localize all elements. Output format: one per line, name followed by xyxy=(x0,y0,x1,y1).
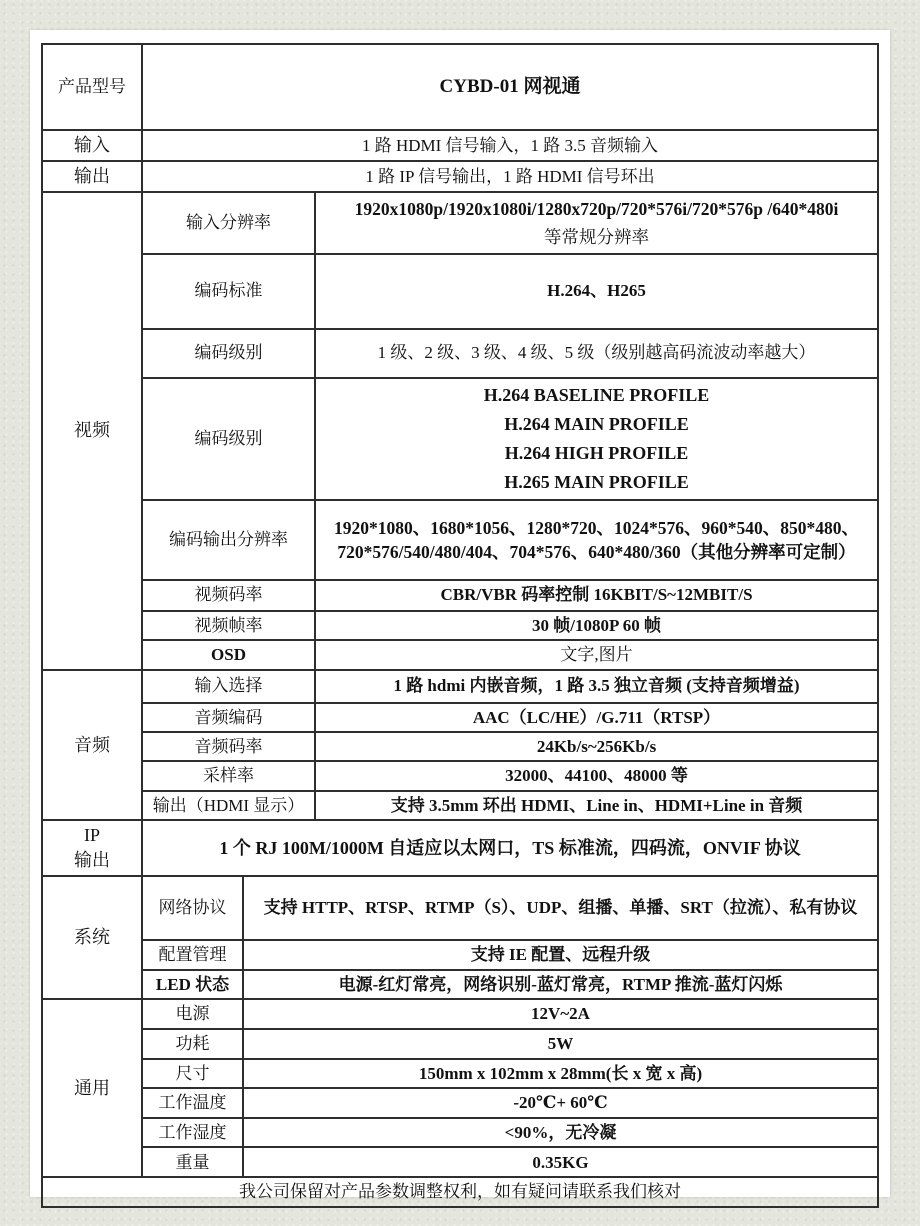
profile-line-4: H.265 MAIN PROFILE xyxy=(504,471,689,492)
input-value: 1 路 HDMI 信号输入，1 路 3.5 音频输入 xyxy=(142,130,878,161)
led-status-label: LED 状态 xyxy=(142,970,243,999)
audio-codec-row xyxy=(42,703,878,732)
weight-label: 重量 xyxy=(142,1147,243,1177)
audio-input-select-row xyxy=(42,670,878,703)
spec-table xyxy=(41,43,879,1208)
audio-bitrate-label: 音频码率 xyxy=(142,732,315,761)
audio-bitrate-value: 24Kb/s~256Kb/s xyxy=(315,732,878,761)
footer-row xyxy=(42,1177,878,1206)
video-bitrate-label: 视频码率 xyxy=(142,580,315,611)
output-row xyxy=(42,161,878,192)
video-input-resolution-label: 输入分辨率 xyxy=(142,192,315,254)
network-protocol-value: 支持 HTTP、RTSP、RTMP（S）、UDP、组播、单播、SRT（拉流）、私有协议 xyxy=(243,876,878,940)
audio-output-label: 输出（HDMI 显示） xyxy=(142,791,315,820)
ip-output-value: 1 个 RJ 100M/1000M 自适应以太网口，TS 标准流，四码流，ONVIF 协议 xyxy=(142,820,878,876)
power-label: 电源 xyxy=(142,999,243,1028)
document-sheet xyxy=(30,30,890,1202)
codec-standard-label: 编码标准 xyxy=(142,254,315,329)
led-status-value: 电源-红灯常亮，网络识别-蓝灯常亮，RTMP 推流-蓝灯闪烁 xyxy=(243,970,878,999)
power-value: 12V~2A xyxy=(243,999,878,1028)
profile-line-1: H.264 BASELINE PROFILE xyxy=(483,384,710,405)
codec-level-label: 编码级别 xyxy=(142,329,315,378)
section-ip-output-label xyxy=(42,820,142,876)
config-management-value: 支持 IE 配置、远程升级 xyxy=(243,940,878,970)
codec-standard-value: H.264、H265 xyxy=(315,254,878,329)
audio-output-row xyxy=(42,791,878,820)
ip-output-row xyxy=(42,820,878,876)
video-codec-level-row xyxy=(42,329,878,378)
video-osd-row xyxy=(42,640,878,669)
audio-samplerate-label: 采样率 xyxy=(142,761,315,790)
output-label: 输出 xyxy=(42,161,142,192)
video-input-resolution-row xyxy=(42,192,878,254)
video-bitrate-value: CBR/VBR 码率控制 16KBIT/S~12MBIT/S xyxy=(315,580,878,611)
audio-codec-label: 音频编码 xyxy=(142,703,315,732)
audio-input-select-label: 输入选择 xyxy=(142,670,315,703)
video-codec-profile-row xyxy=(42,378,878,500)
consumption-value: 5W xyxy=(243,1029,878,1059)
input-row xyxy=(42,130,878,161)
config-management-label: 配置管理 xyxy=(142,940,243,970)
dimensions-value: 150mm x 102mm x 28mm(长 x 宽 x 高) xyxy=(243,1059,878,1088)
product-model-value: CYBD-01 网视通 xyxy=(142,44,878,130)
temperature-label: 工作温度 xyxy=(142,1088,243,1117)
audio-codec-value: AAC（LC/HE）/G.711（RTSP） xyxy=(315,703,878,732)
consumption-label: 功耗 xyxy=(142,1029,243,1059)
system-led-row xyxy=(42,970,878,999)
product-model-label: 产品型号 xyxy=(42,44,142,130)
codec-profile-value xyxy=(315,378,878,500)
system-config-row xyxy=(42,940,878,970)
ip-label-line-2: 输出 xyxy=(74,850,110,871)
input-label: 输入 xyxy=(42,130,142,161)
audio-input-select-value: 1 路 hdmi 内嵌音频，1 路 3.5 独立音频 (支持音频增益) xyxy=(315,670,878,703)
footer-note: 我公司保留对产品参数调整权利，如有疑问请联系我们核对 xyxy=(42,1177,878,1206)
codec-level-value: 1 级、2 级、3 级、4 级、5 级（级别越高码流波动率越大） xyxy=(315,329,878,378)
audio-samplerate-value: 32000、44100、48000 等 xyxy=(315,761,878,790)
general-temperature-row xyxy=(42,1088,878,1117)
general-humidity-row xyxy=(42,1118,878,1147)
network-protocol-label: 网络协议 xyxy=(142,876,243,940)
dimensions-label: 尺寸 xyxy=(142,1059,243,1088)
output-resolution-value: 1920*1080、1680*1056、1280*720、1024*576、960*540、850*480、720*576/540/480/404、704*576、640*480/360（其他分辨率可定制） xyxy=(315,500,878,580)
ip-label-line-1: IP xyxy=(83,825,100,846)
profile-line-2: H.264 MAIN PROFILE xyxy=(504,413,689,434)
general-weight-row xyxy=(42,1147,878,1177)
video-framerate-row xyxy=(42,611,878,640)
general-dimensions-row xyxy=(42,1059,878,1088)
section-general-label: 通用 xyxy=(42,999,142,1177)
product-model-row xyxy=(42,44,878,130)
video-framerate-label: 视频帧率 xyxy=(142,611,315,640)
humidity-value: <90%，无冷凝 xyxy=(243,1118,878,1147)
video-bitrate-row xyxy=(42,580,878,611)
humidity-label: 工作湿度 xyxy=(142,1118,243,1147)
audio-samplerate-row xyxy=(42,761,878,790)
general-consumption-row xyxy=(42,1029,878,1059)
audio-output-value: 支持 3.5mm 环出 HDMI、Line in、HDMI+Line in 音频 xyxy=(315,791,878,820)
temperature-value: -20℃+ 60℃ xyxy=(243,1088,878,1117)
audio-bitrate-row xyxy=(42,732,878,761)
output-value: 1 路 IP 信号输出，1 路 HDMI 信号环出 xyxy=(142,161,878,192)
video-input-resolution-value xyxy=(315,192,878,254)
profile-line-3: H.264 HIGH PROFILE xyxy=(504,442,689,463)
resolution-line-2: 等常规分辨率 xyxy=(544,226,649,247)
video-codec-standard-row xyxy=(42,254,878,329)
system-protocol-row xyxy=(42,876,878,940)
osd-label: OSD xyxy=(142,640,315,669)
section-audio-label: 音频 xyxy=(42,670,142,821)
section-video-label: 视频 xyxy=(42,192,142,670)
osd-value: 文字,图片 xyxy=(315,640,878,669)
video-framerate-value: 30 帧/1080P 60 帧 xyxy=(315,611,878,640)
video-output-resolution-row xyxy=(42,500,878,580)
resolution-line-1: 1920x1080p/1920x1080i/1280x720p/720*576i/720*576p /640*480i xyxy=(354,198,839,219)
weight-value: 0.35KG xyxy=(243,1147,878,1177)
codec-profile-label: 编码级别 xyxy=(142,378,315,500)
section-system-label: 系统 xyxy=(42,876,142,999)
general-power-row xyxy=(42,999,878,1028)
output-resolution-label: 编码输出分辨率 xyxy=(142,500,315,580)
